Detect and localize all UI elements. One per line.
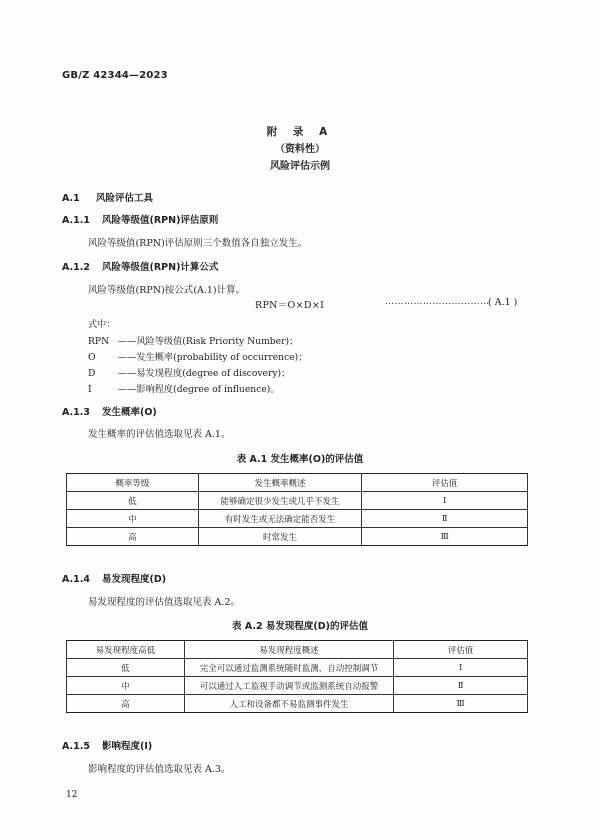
table-header-cell: 易发现程度概述 [184,641,394,659]
table-a1-caption: 表 A.1 发生概率(O)的评估值 [236,454,364,465]
variable-description: ——易发现程度(degree of discovery)； [118,368,291,379]
formula-where: 式中： [88,319,116,330]
section-number: A.1.1 [62,215,90,226]
section-title: 风险等级值(RPN)评估原则 [102,215,219,226]
table-a1 [66,473,528,546]
table-cell: 时常发生 [198,528,362,546]
table-cell: 有时发生或无法确定能否发生 [198,510,362,528]
table-cell: Ⅲ [394,695,528,713]
section-title: 发生概率(O) [102,407,157,418]
section-title: 易发现程度(D) [102,574,167,585]
table-row [67,659,528,677]
table-a2 [66,640,528,713]
variable-definition [88,349,307,363]
annex-type: （资料性） [275,144,325,155]
table-cell: Ⅲ [362,528,528,546]
section-number: A.1.3 [62,407,90,418]
page-number: 12 [66,790,78,800]
table-cell: Ⅰ [362,492,528,510]
section-title: 风险评估工具 [96,193,154,204]
table-row [67,492,528,510]
variable-description: ——影响程度(degree of influence)。 [118,384,280,395]
formula-expression: RPN＝O×D×I [255,300,325,311]
formula-number: ( A.1 ) [488,297,518,308]
section-heading-a14 [62,571,166,585]
section-heading-a13 [62,404,157,418]
table-row [67,677,528,695]
section-heading-a12 [62,259,218,273]
table-cell: 能够确定很少发生或几乎不发生 [198,492,362,510]
table-header-cell: 发生概率概述 [198,474,362,492]
formula-leader-dots: …………………………… [385,297,490,307]
variable-definition [88,333,298,347]
variable-symbol: O [88,352,96,363]
paragraph-a14: 易发现程度的评估值选取见表 A.2。 [88,597,240,608]
table-cell: Ⅰ [394,659,528,677]
variable-symbol: I [88,384,92,395]
variable-definition [88,381,280,395]
paragraph-a11: 风险等级值(RPN)评估原则三个数值各自独立发生。 [88,238,308,249]
section-heading-a15 [62,738,152,752]
table-row [67,695,528,713]
section-title: 风险等级值(RPN)计算公式 [102,262,219,273]
table-row [67,510,528,528]
table-header-cell: 概率等级 [67,474,199,492]
table-cell: Ⅱ [362,510,528,528]
table-row [67,528,528,546]
annex-name: 风险评估示例 [270,161,330,172]
annex-title: 附 录 A [266,126,334,138]
section-heading-a11 [62,212,218,226]
variable-symbol: RPN [88,336,110,347]
table-cell: 低 [67,659,185,677]
table-cell: 中 [67,677,185,695]
table-a2-caption: 表 A.2 易发现程度(D)的评估值 [232,621,368,632]
standard-code: GB/Z 42344—2023 [62,70,168,81]
table-header-cell: 易发现程度高低 [67,641,185,659]
section-number: A.1 [62,193,80,204]
variable-description: ——风险等级值(Risk Priority Number)； [118,336,299,347]
section-number: A.1.4 [62,574,90,585]
paragraph-a13: 发生概率的评估值选取见表 A.1。 [88,429,231,440]
variable-description: ——发生概率(probability of occurrence)； [118,352,308,363]
section-heading-a1 [62,190,153,204]
table-cell: 完全可以通过监测系统随时监测，自动控制调节 [184,659,394,677]
table-cell: Ⅱ [394,677,528,695]
variable-definition [88,365,290,379]
section-number: A.1.5 [62,741,90,752]
table-header-cell: 评估值 [362,474,528,492]
section-number: A.1.2 [62,262,90,273]
section-title: 影响程度(I) [102,741,153,752]
table-cell: 高 [67,528,199,546]
table-cell: 低 [67,492,199,510]
table-header-cell: 评估值 [394,641,528,659]
paragraph-a12: 风险等级值(RPN)按公式(A.1)计算。 [88,285,246,296]
table-cell: 高 [67,695,185,713]
table-cell: 中 [67,510,199,528]
table-cell: 可以通过人工监视手动调节或监测系统自动报警 [184,677,394,695]
variable-symbol: D [88,368,96,379]
paragraph-a15: 影响程度的评估值选取见表 A.3。 [88,764,231,775]
table-cell: 人工和设备都不易监测事件发生 [184,695,394,713]
